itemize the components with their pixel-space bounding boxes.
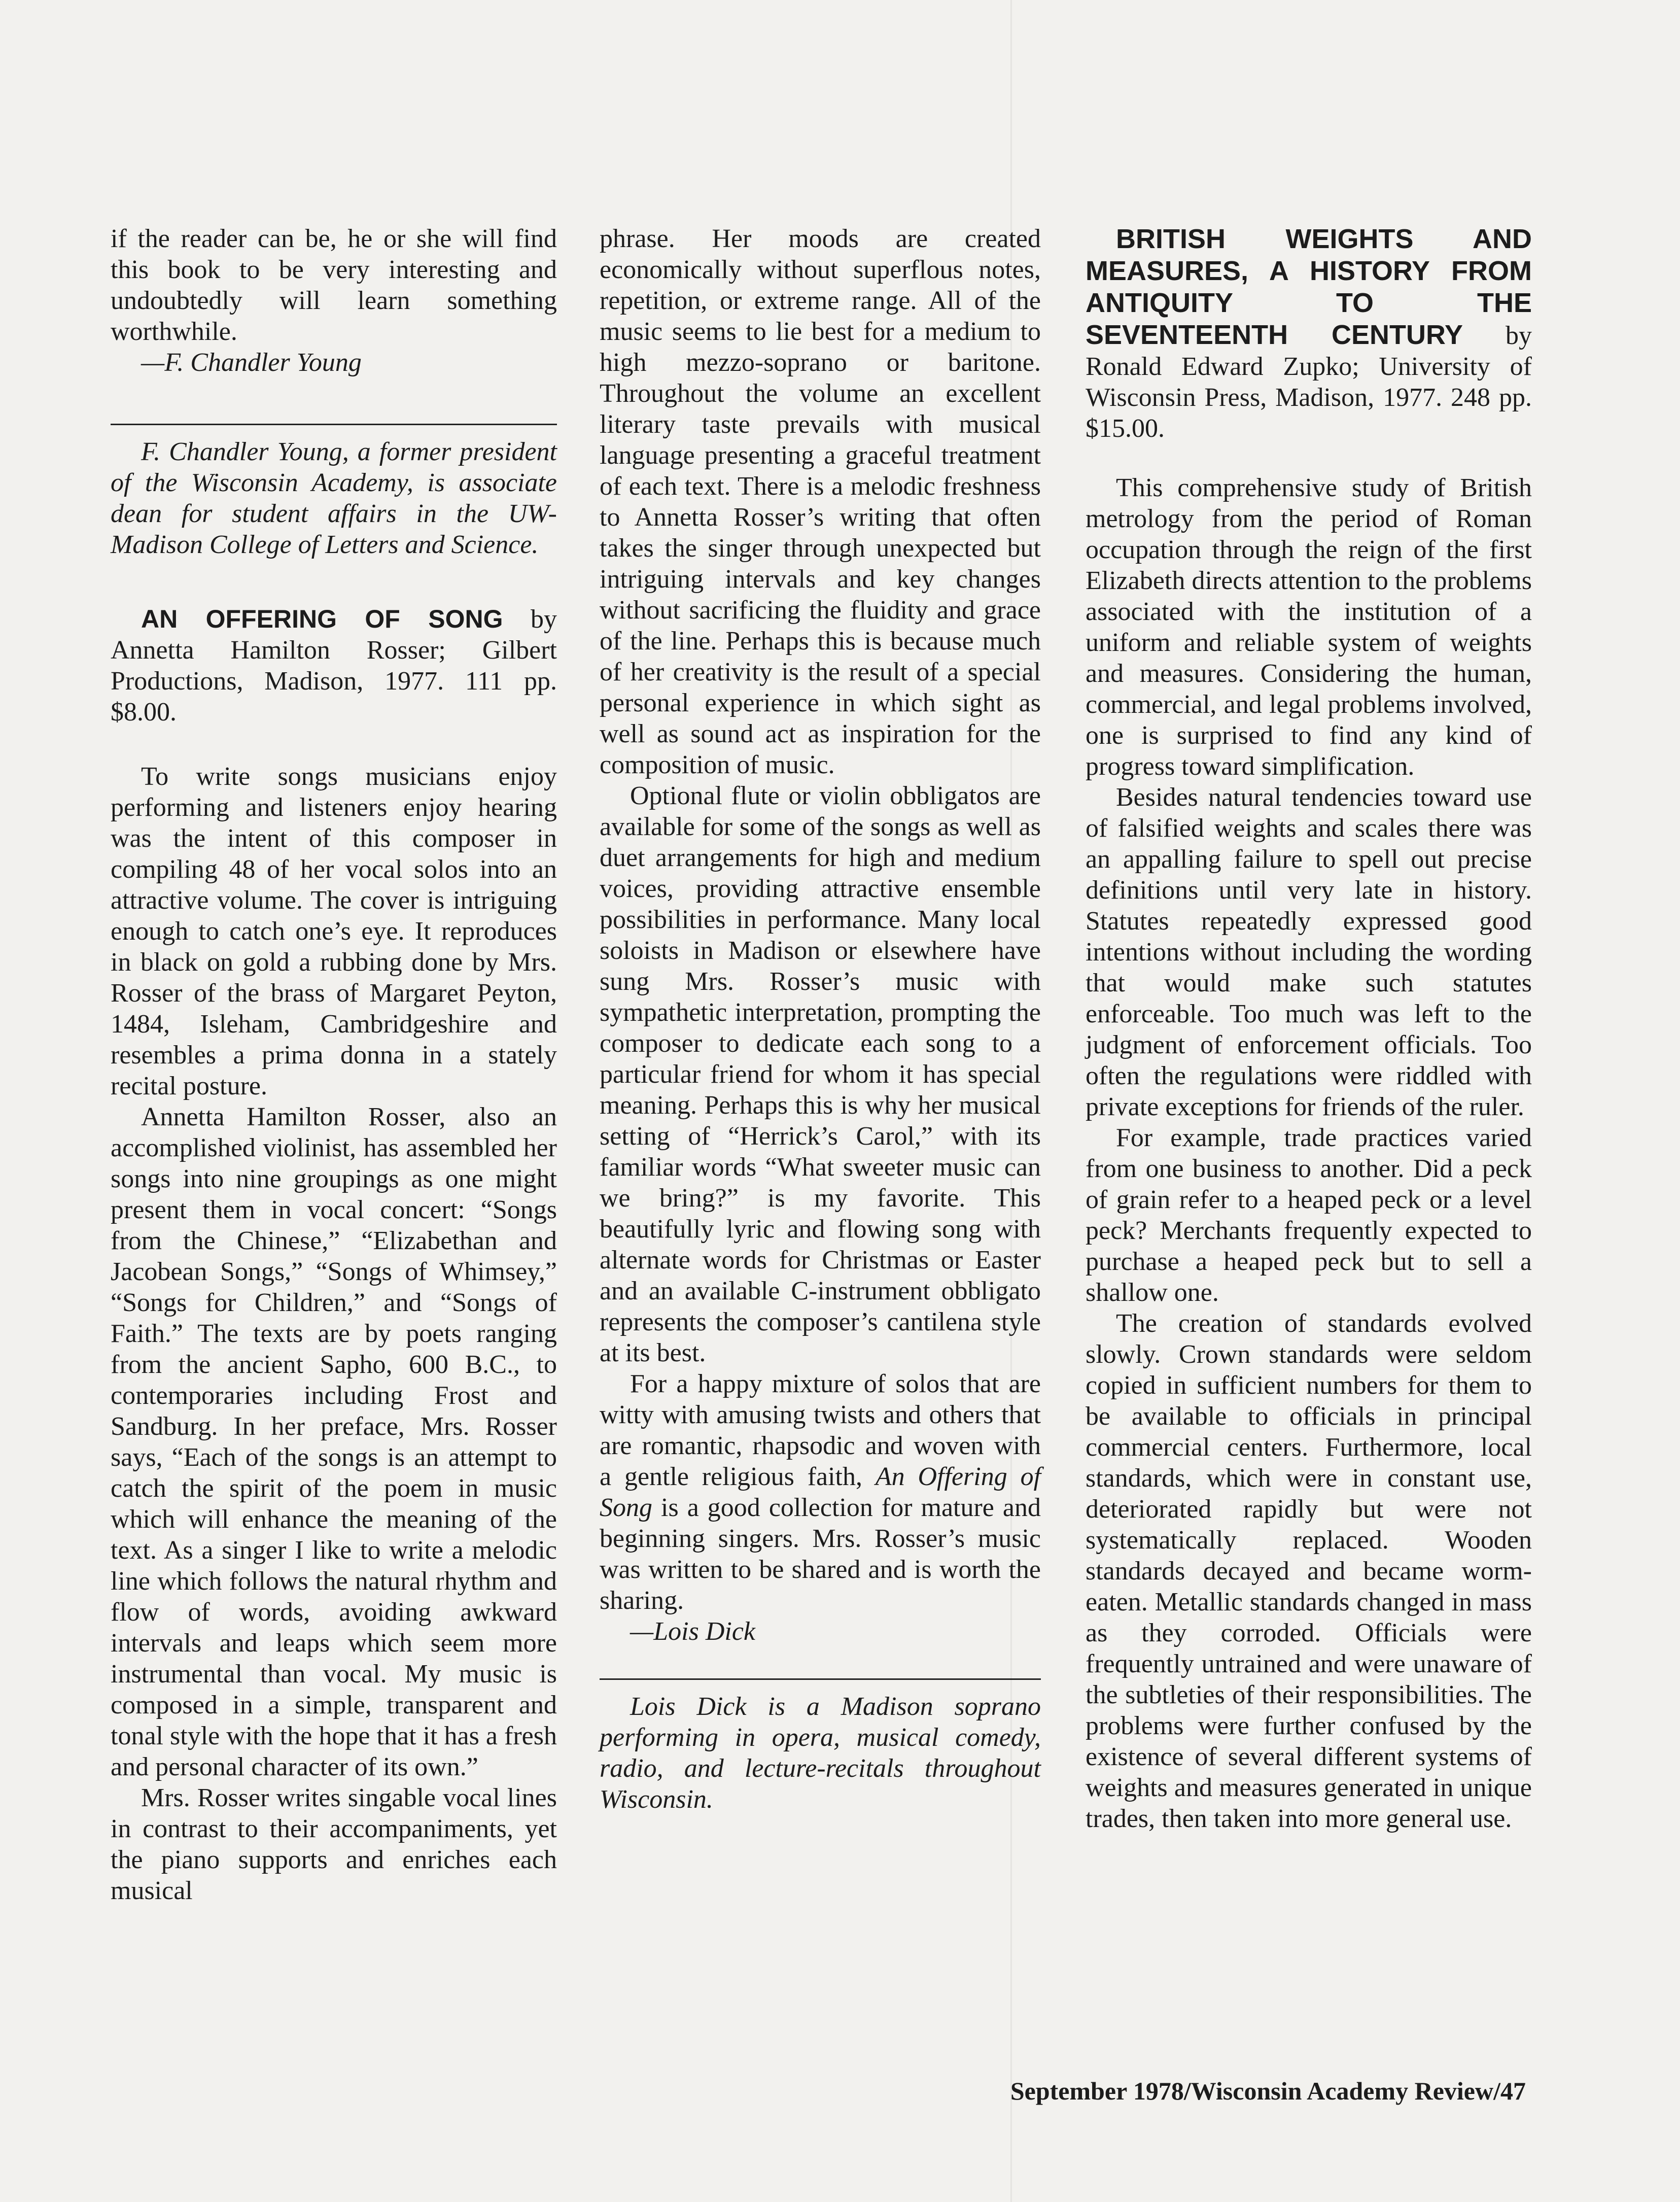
continuation-paragraph: if the reader can be, he or she will find this book to be very interesting and undoubtedly will learn something worthwhile. (111, 224, 557, 346)
review-paragraph: To write songs musicians enjoy performing and listeners enjoy hearing was the intent of this composer in compiling 48 of her vocal solos into an attractive volume. The cover is intriguing enough to catch one’s eye. It reproduces in black on gold a rubbing done by Mrs. Rosser of the brass of Margaret Peyton, 1484, Isleham, Cambridgeshire and resembles a prima donna in a stately recital posture. (111, 762, 557, 1100)
review-paragraph: This comprehensive study of British metrology from the period of Roman occupation through the reign of the first Elizabeth directs attention to the problems associated with the institution of a uniform and reliable system of weights and measures. Considering the human, commercial, and legal problems involved, one is surprised to find any kind of progress toward simplification. (1086, 473, 1532, 781)
final-paragraph-start: For a happy mixture of solos that are witty with amusing twists and others that are romantic, rhapsodic and woven with a gentle religious faith, (600, 1369, 1041, 1491)
review-paragraph: Annetta Hamilton Rosser, also an accomplished violinist, has assembled her songs into nine groupings as one might present them in vocal concert: “Songs from the Chinese,” “Elizabethan and Jacobean Songs,” “Songs of Whimsey,” “Songs for Children,” and “Songs of Faith.” The texts are by poets ranging from the ancient Sapho, 600 B.C., to contemporaries including Frost and Sandburg. In her preface, Mrs. Rosser says, “Each of the songs is an attempt to catch the spirit of the poem in music which will enhance the meaning of the text. As a singer I like to write a melodic line which follows the natural rhythm and flow of words, avoiding awkward intervals and leaps which seem more instrumental than vocal. My music is composed in a simple, transparent and tonal style with the hope that it has a fresh and personal character of its own.” (111, 1103, 557, 1781)
review-paragraph: phrase. Her moods are created economically without superflous notes, repetition, or extreme range. All of the music seems to lie best for a medium to high mezzo-soprano or baritone. Throughout the volume an excellent literary taste prevails with musical language presenting a graceful treatment of each text. There is a melodic freshness to Annetta Rosser’s writing that often takes the singer through unexpected but intriguing intervals and key changes without sacrificing the fluidity and grace of the line. Perhaps this is because much of her creativity is the result of a special personal experience in which sight as well as sound act as inspiration for the composition of music. (600, 224, 1041, 779)
review-paragraph: Optional flute or violin obbligatos are available for some of the songs as well as duet arrangements for high and medium voices, providing attractive ensemble possibilities in performance. Many local soloists in Madison or elsewhere have sung Mrs. Rosser’s music with sympathetic interpretation, prompting the composer to dedicate each song to a particular friend for whom it has special meaning. Perhaps this is why her musical setting of “Herrick’s Carol,” with its familiar words “What sweeter music can we bring?” is my favorite. This beautifully lyric and flowing song with alternate words for Christmas or Easter and an available C-instrument obbligato represents the composer’s cantilena style at its best. (600, 781, 1041, 1367)
review-byline: by Ronald Edward Zupko; University of Wisconsin Press, Madison, 1977. 248 pp. $15.00. (1086, 321, 1532, 443)
reviewer-signature: —Lois Dick (630, 1617, 755, 1646)
book-title-inline: An Offering of Song (600, 1462, 1041, 1522)
reviewer-bio: F. Chandler Young, a former president of the Wisconsin Academy, is associate dean for student affairs in the UW-Madison College of Letters and Science. (111, 437, 557, 559)
review-heading (111, 604, 557, 728)
review-paragraph: For example, trade practices varied from one business to another. Did a peck of grain refer to a heaped peck or a level peck? Merchants frequently expected to purchase a heaped peck but to sell a shallow one. (1086, 1123, 1532, 1307)
reviewer-bio: Lois Dick is a Madison soprano performing in opera, musical comedy, radio, and lecture-recitals throughout Wisconsin. (600, 1692, 1041, 1814)
review-heading (1086, 223, 1532, 444)
reviewer-signature: —F. Chandler Young (141, 348, 362, 377)
review-paragraph: Besides natural tendencies toward use of falsified weights and scales there was an appalling failure to spell out precise definitions until very late in history. Statutes repeatedly expressed good intentions without including the wording that would make such statutes enforceable. Too much was left to the judgment of enforcement officials. Too often the regulations were riddled with private exceptions for friends of the ruler. (1086, 783, 1532, 1121)
review-paragraph: The creation of standards evolved slowly. Crown standards were seldom copied in sufficient numbers for them to be available to officials in principal commercial centers. Furthermore, local standards, which were in constant use, deteriorated rapidly but were not systematically replaced. Wooden standards decayed and became worm-eaten. Metallic standards changed in mass as they corroded. Officials were frequently untrained and were unaware of the subtleties of their responsibilities. The problems were further confused by the existence of several different systems of weights and measures generated in unique trades, then taken into more general use. (1086, 1309, 1532, 1833)
column-right (1086, 223, 1532, 1834)
review-paragraph: Mrs. Rosser writes singable vocal lines in contrast to their accompaniments, yet the piano supports and enriches each musical (111, 1783, 557, 1905)
review-title: BRITISH WEIGHTS AND MEASURES, A HISTORY FROM ANTIQUITY TO THE SEVENTEENTH CENTURY (1086, 224, 1532, 350)
page-footer: September 1978/Wisconsin Academy Review/47 (1010, 2077, 1526, 2105)
bio-divider (111, 424, 557, 425)
bio-divider (600, 1678, 1041, 1680)
review-paragraph-final (600, 1368, 1041, 1616)
final-paragraph-end: is a good collection for mature and beginning singers. Mrs. Rosser’s music was written to be shared and is worth the sharing. (600, 1493, 1041, 1615)
column-left (111, 223, 557, 1906)
column-middle (600, 223, 1041, 1815)
review-byline: by Annetta Hamilton Rosser; Gilbert Productions, Madison, 1977. 111 pp. $8.00. (111, 605, 557, 727)
review-title: AN OFFERING OF SONG (141, 605, 503, 633)
